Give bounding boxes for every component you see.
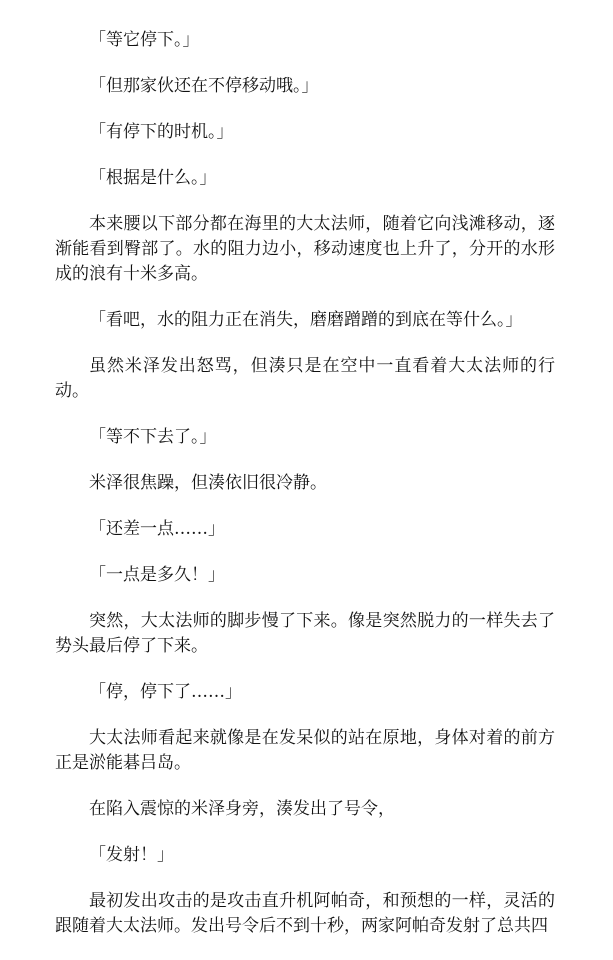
dialogue-line: 「一点是多久！」 xyxy=(89,565,225,585)
dialogue-line: 「发射！」 xyxy=(89,845,174,865)
dialogue-line: 「等它停下。」 xyxy=(89,30,200,50)
narrative-paragraph: 在陷入震惊的米泽身旁，湊发出了号令， xyxy=(89,799,395,819)
narrative-paragraph: 突然，大太法师的脚步慢了下来。像是突然脱力的一样失去了势头最后停了下来。 xyxy=(55,611,555,656)
dialogue-line: 「等不下去了。」 xyxy=(89,427,217,447)
dialogue-line: 「看吧，水的阻力正在消失，磨磨蹭蹭的到底在等什么。」 xyxy=(89,310,523,330)
document-page xyxy=(55,28,555,960)
narrative-paragraph: 大太法师看起来就像是在发呆似的站在原地，身体对着的前方正是淤能碁吕岛。 xyxy=(55,728,555,773)
narrative-paragraph: 米泽很焦躁，但湊依旧很冷静。 xyxy=(89,473,327,493)
dialogue-line: 「但那家伙还在不停移动哦。」 xyxy=(89,76,319,96)
narrative-paragraph: 最初发出攻击的是攻击直升机阿帕奇，和预想的一样，灵活的跟随着大太法师。发出号令后不到十秒，两家阿帕奇发射了总共四 xyxy=(55,891,555,936)
dialogue-line: 「根据是什么。」 xyxy=(89,168,217,188)
dialogue-line: 「有停下的时机。」 xyxy=(89,122,234,142)
dialogue-line: 「还差一点……」 xyxy=(89,519,225,539)
narrative-paragraph: 本来腰以下部分都在海里的大太法师，随着它向浅滩移动，逐渐能看到臀部了。水的阻力边小，移动速度也上升了，分开的水形成的浪有十米多高。 xyxy=(55,214,555,284)
narrative-paragraph: 虽然米泽发出怒骂，但湊只是在空中一直看着大太法师的行动。 xyxy=(55,356,555,401)
dialogue-line: 「停，停下了……」 xyxy=(89,682,242,702)
